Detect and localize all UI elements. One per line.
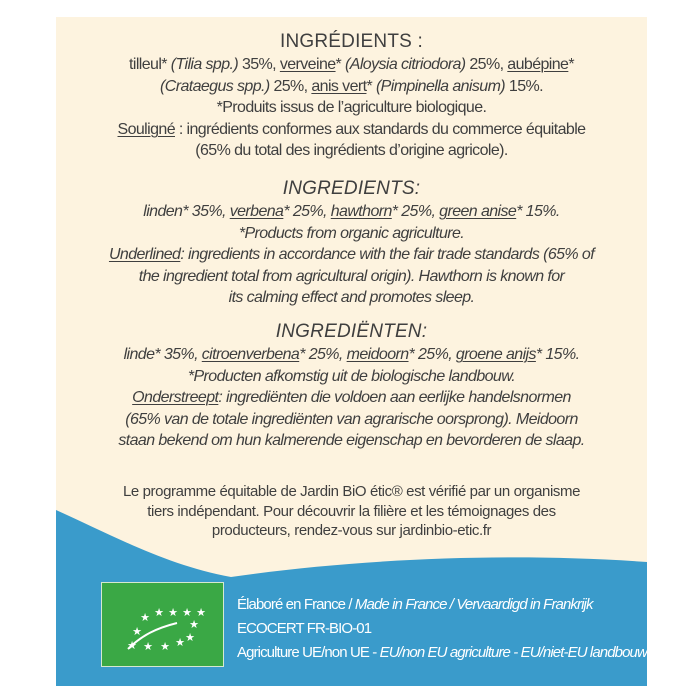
underlined-ingredient: Souligné	[117, 120, 175, 138]
text-line	[56, 502, 647, 522]
text-line	[56, 482, 647, 502]
underlined-ingredient: verbena	[229, 203, 284, 220]
text-line	[56, 223, 647, 245]
text-segment: (Crataegus spp.)	[160, 77, 270, 95]
text-segment: *Products from organic agriculture.	[238, 224, 465, 242]
text-segment: tilleul*	[129, 56, 167, 73]
text-line	[237, 593, 647, 617]
text-segment: * 15%.	[516, 203, 560, 220]
eu-organic-leaf-icon	[101, 582, 224, 667]
text-line	[56, 201, 647, 223]
text-line	[237, 617, 647, 641]
text-segment: (Pimpinella anisum)	[372, 77, 506, 95]
text-segment: producteurs, rendez-vous sur jardinbio-etic.fr	[211, 522, 492, 539]
underlined-ingredient: Underlined	[108, 246, 181, 264]
svg-text:★: ★	[182, 606, 192, 619]
text-segment: Élaboré en France /	[237, 596, 355, 613]
underlined-ingredient: verveine	[279, 56, 336, 73]
text-segment: * 25%,	[391, 203, 440, 220]
text-segment: *Producten afkomstig uit de biologische landbouw.	[187, 367, 516, 385]
section-ingredients-nl	[56, 320, 647, 452]
text-segment: : ingrédients conformes aux standards du commerce équitable	[175, 120, 586, 138]
text-line	[56, 140, 647, 162]
text-segment: EU/non EU agriculture - EU/niet-EU landbouw	[379, 644, 647, 661]
underlined-ingredient: groene anijs	[455, 346, 536, 363]
section-title: INGREDIËNTEN:	[275, 321, 428, 342]
text-segment: 25%,	[269, 77, 312, 95]
label-panel	[56, 17, 647, 686]
underlined-ingredient: Onderstreept	[132, 389, 219, 407]
text-segment: tiers indépendant. Pour découvrir la filière et les témoignages des	[147, 502, 556, 520]
section-title: INGRÉDIENTS :	[279, 31, 423, 52]
section-ingredients-fr	[56, 30, 647, 162]
underlined-ingredient: hawthorn	[330, 203, 392, 220]
svg-text:★: ★	[189, 618, 199, 631]
text-line	[56, 97, 647, 119]
svg-text:★: ★	[140, 611, 150, 624]
text-segment: * 25%,	[408, 346, 456, 363]
text-segment: the ingredient total from agricultural origin). Hawthorn is known for	[138, 267, 565, 285]
text-line	[56, 430, 647, 452]
text-line	[56, 287, 647, 309]
underlined-ingredient: citroenverbena	[201, 346, 300, 363]
svg-text:★: ★	[168, 606, 178, 619]
text-segment: *Produits issus de l’agriculture biologique.	[216, 99, 487, 117]
text-segment: ECOCERT FR-BIO-01	[237, 620, 372, 637]
text-segment: linde* 35%,	[123, 346, 202, 363]
text-segment: its calming effect and promotes sleep.	[228, 289, 475, 307]
text-segment: (Aloysia citriodora)	[341, 56, 466, 73]
origin-certification-text	[237, 593, 647, 665]
svg-text:★: ★	[160, 640, 170, 653]
text-line	[56, 76, 647, 98]
text-line	[56, 366, 647, 388]
text-segment: *	[335, 56, 342, 73]
text-line	[237, 641, 647, 665]
text-segment: 35%,	[238, 56, 280, 73]
text-segment: Made in France / Vervaardigd in Frankrijk	[354, 596, 593, 613]
text-segment: linden* 35%,	[143, 203, 230, 220]
text-segment: (65% du total des ingrédients d’origine agricole).	[195, 142, 508, 160]
svg-text:★: ★	[132, 625, 142, 638]
text-line	[56, 119, 647, 141]
svg-text:★: ★	[127, 639, 137, 652]
svg-text:★: ★	[175, 636, 185, 649]
svg-text:★: ★	[196, 606, 206, 619]
text-segment: staan bekend om hun kalmerende eigenschap en bevorderen de slaap.	[118, 432, 585, 450]
section-title: INGREDIENTS:	[282, 178, 421, 199]
text-line	[56, 244, 647, 266]
text-segment: 25%,	[465, 56, 508, 73]
underlined-ingredient: green anise	[439, 203, 517, 220]
section-fair-trade-note	[56, 482, 647, 541]
text-segment: * 25%,	[283, 203, 331, 220]
text-segment: Le programme équitable de Jardin BiO étic® est vérifié par un organisme	[122, 483, 581, 500]
svg-text:★: ★	[143, 640, 153, 653]
svg-text:★: ★	[154, 606, 164, 619]
text-segment: : ingrediënten die voldoen aan eerlijke handelsnormen	[218, 389, 571, 407]
text-segment: : ingredients in accordance with the fair trade standards (65% of	[180, 246, 595, 264]
text-segment: Agriculture UE/non UE -	[237, 644, 380, 661]
text-segment: * 15%.	[535, 346, 580, 363]
svg-text:★: ★	[185, 631, 195, 644]
underlined-ingredient: aubépine	[507, 56, 569, 73]
section-ingredients-en	[56, 177, 647, 309]
text-segment: (Tilia spp.)	[166, 56, 239, 73]
text-segment: *	[568, 56, 574, 73]
text-line	[56, 387, 647, 409]
text-segment: * 25%,	[299, 346, 347, 363]
text-segment: *	[366, 77, 373, 95]
underlined-ingredient: meidoorn	[346, 346, 409, 363]
text-segment: 15%.	[505, 77, 543, 95]
text-line	[56, 54, 647, 76]
text-line	[56, 521, 647, 541]
text-segment: (65% van de totale ingrediënten van agrarische oorsprong). Meidoorn	[125, 410, 578, 428]
text-line	[56, 409, 647, 431]
text-line	[56, 344, 647, 366]
text-line	[56, 266, 647, 288]
underlined-ingredient: anis vert	[311, 77, 367, 95]
